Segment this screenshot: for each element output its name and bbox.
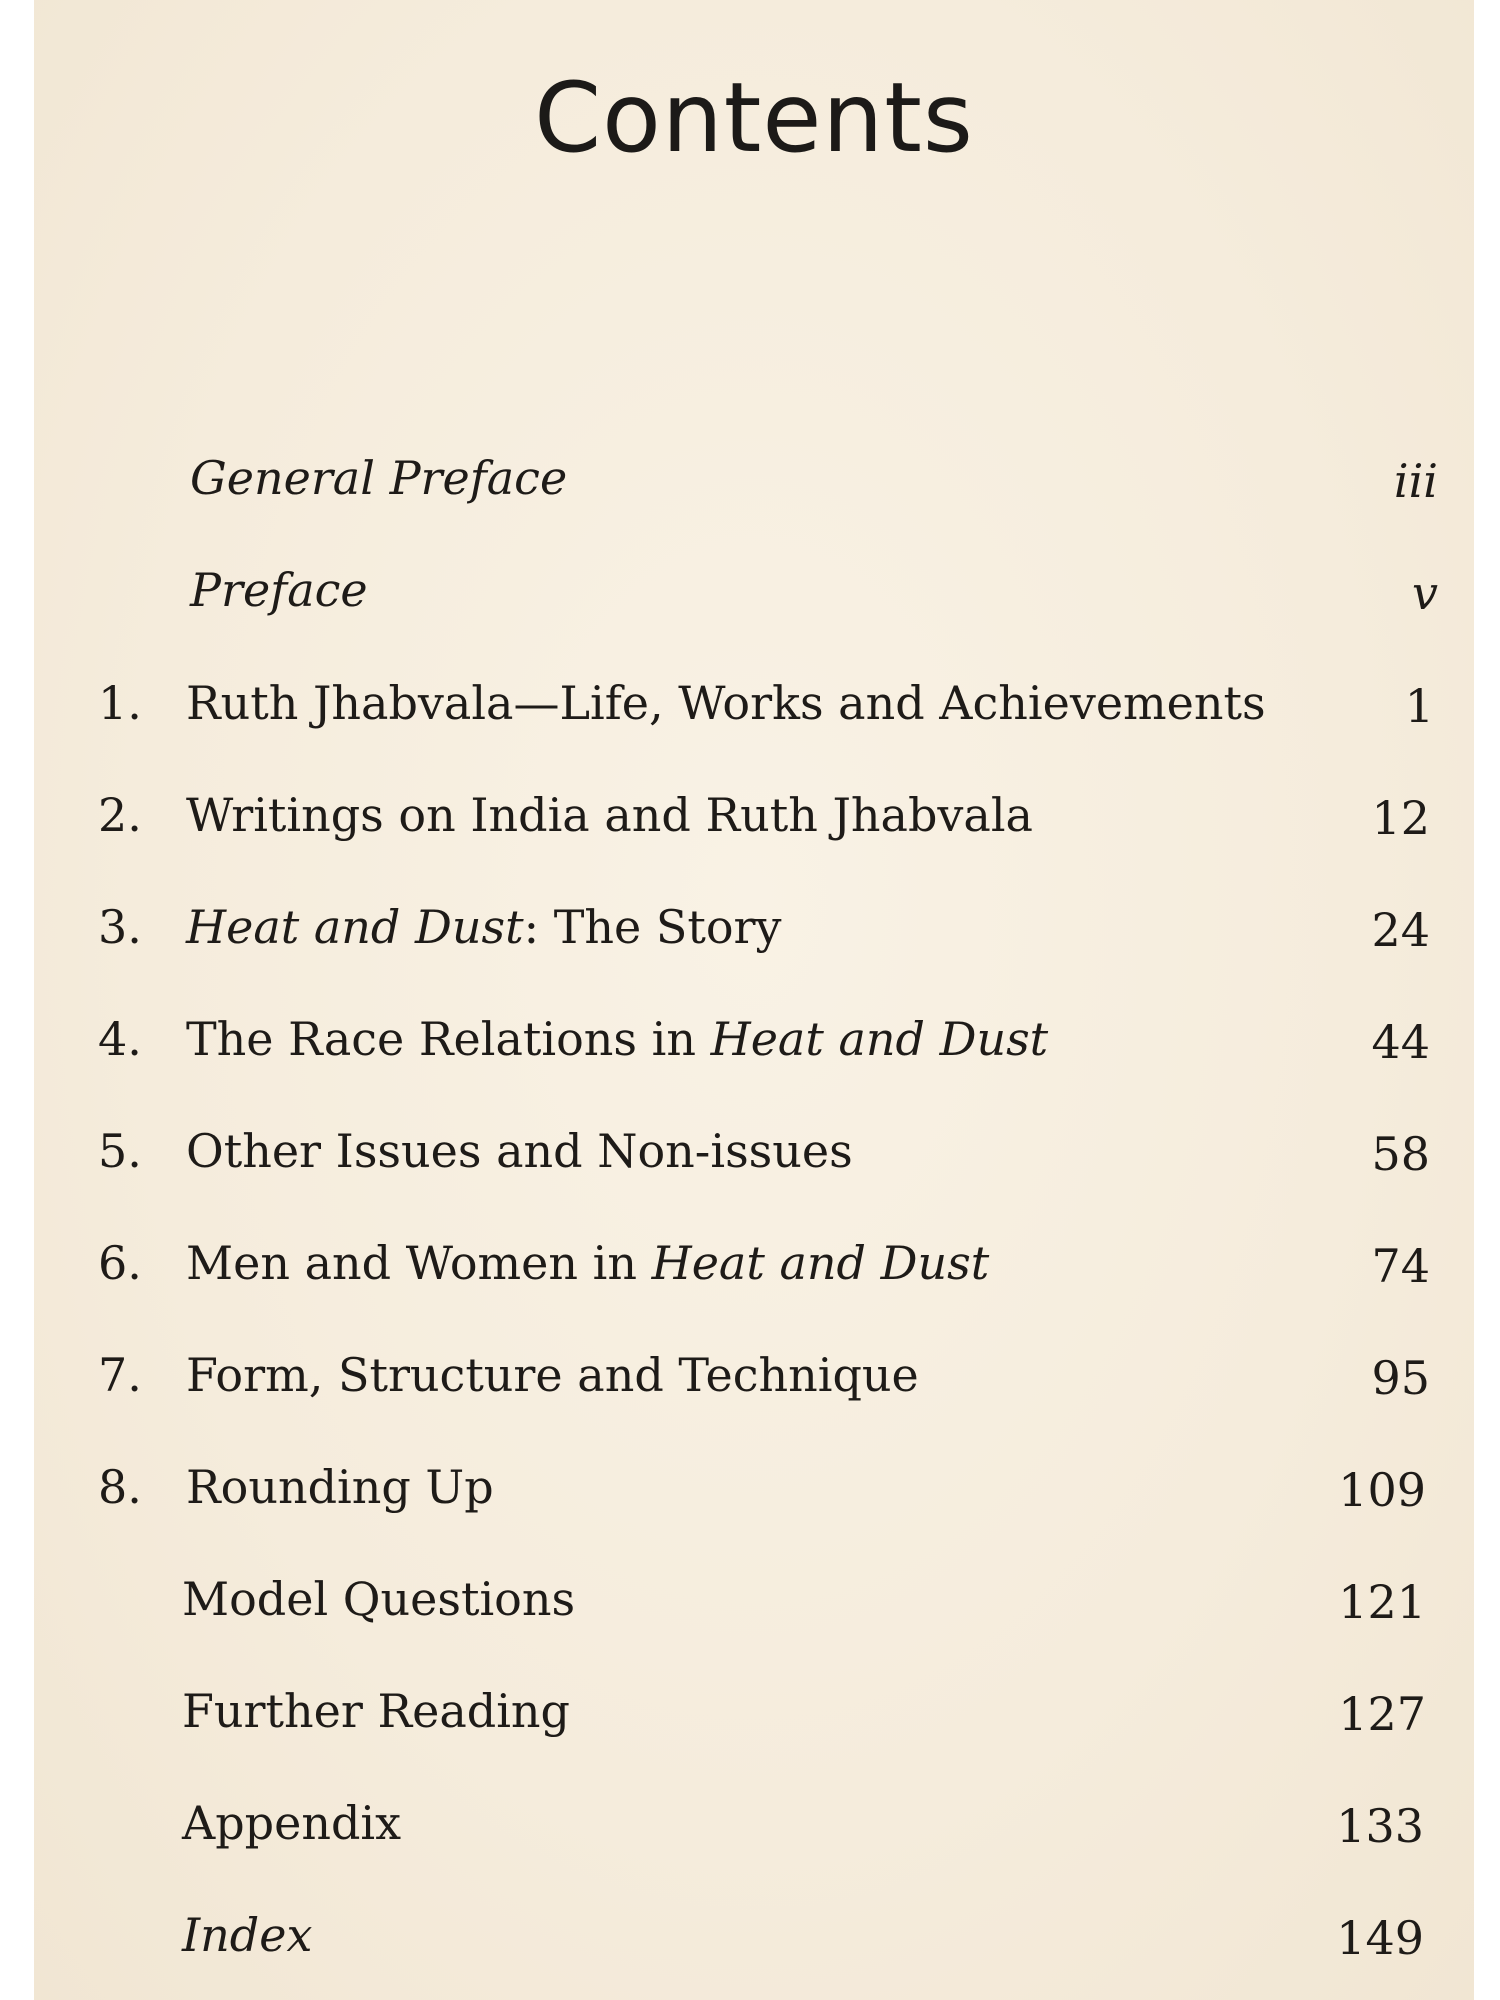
toc-entry-label: Preface <box>190 563 368 617</box>
toc-entry-number: 8. <box>98 1460 142 1514</box>
toc-entry-7 <box>98 1348 142 1402</box>
toc-entry-number: 2. <box>98 788 142 842</box>
toc-entry-label-italic: Heat and Dust <box>710 1012 1049 1066</box>
toc-page-number: 109 <box>1338 1463 1426 1517</box>
toc-entry-further-reading <box>182 1684 570 1738</box>
toc-entry-number: 5. <box>98 1124 142 1178</box>
toc-entry-number: 1. <box>98 676 142 730</box>
toc-entry-7-title <box>186 1348 919 1402</box>
toc-entry-label: Further Reading <box>182 1684 570 1738</box>
page-title: Contents <box>534 62 974 174</box>
toc-entry-3-title <box>186 900 782 954</box>
toc-entry-1-title <box>186 676 1266 730</box>
toc-entry-label: General Preface <box>190 451 568 505</box>
toc-entry-4-title <box>186 1012 1049 1066</box>
toc-entry-6-title <box>186 1236 990 1290</box>
toc-page-number: 133 <box>1336 1799 1424 1853</box>
toc-entry-index <box>182 1908 313 1962</box>
toc-entry-model-questions <box>182 1572 576 1626</box>
toc-entry-3 <box>98 900 142 954</box>
toc-entry-4 <box>98 1012 142 1066</box>
toc-entry-label: Form, Structure and Technique <box>186 1348 919 1402</box>
toc-entry-label: Rounding Up <box>186 1460 494 1514</box>
toc-entry-8-title <box>186 1460 494 1514</box>
toc-entry-label: Model Questions <box>182 1572 576 1626</box>
toc-page-number: 24 <box>1371 903 1430 957</box>
toc-entry-label-plain: Men and Women in <box>186 1236 652 1290</box>
book-page <box>34 0 1474 2000</box>
toc-entry-label: Other Issues and Non-issues <box>186 1124 853 1178</box>
toc-entry-2-title <box>186 788 1033 842</box>
toc-entry-5 <box>98 1124 142 1178</box>
toc-entry-label-italic: Heat and Dust <box>651 1236 990 1290</box>
toc-entry-general-preface <box>190 451 568 505</box>
toc-entry-8 <box>98 1460 142 1514</box>
toc-page-number: iii <box>1393 454 1438 508</box>
toc-entry-label-plain: The Race Relations in <box>186 1012 711 1066</box>
toc-entry-6 <box>98 1236 142 1290</box>
toc-entry-5-title <box>186 1124 853 1178</box>
toc-entry-preface <box>190 563 368 617</box>
toc-page-number: v <box>1412 566 1438 620</box>
toc-entry-number: 4. <box>98 1012 142 1066</box>
toc-entry-number: 6. <box>98 1236 142 1290</box>
toc-page-number: 95 <box>1371 1351 1430 1405</box>
table-of-contents <box>34 0 1474 2000</box>
toc-page-number: 1 <box>1404 679 1434 733</box>
toc-entry-number: 7. <box>98 1348 142 1402</box>
toc-page-number: 12 <box>1371 791 1430 845</box>
toc-page-number: 58 <box>1371 1127 1430 1181</box>
toc-entry-1 <box>98 676 142 730</box>
toc-entry-label: Appendix <box>182 1796 402 1850</box>
toc-entry-label-rest: : The Story <box>523 900 782 954</box>
toc-entry-2 <box>98 788 142 842</box>
toc-entry-label: Writings on India and Ruth Jhabvala <box>186 788 1033 842</box>
toc-page-number: 127 <box>1338 1687 1426 1741</box>
toc-entry-label: Index <box>182 1908 313 1962</box>
toc-entry-appendix <box>182 1796 402 1850</box>
toc-page-number: 121 <box>1338 1575 1426 1629</box>
toc-entry-number: 3. <box>98 900 142 954</box>
toc-entry-label: Ruth Jhabvala—Life, Works and Achievements <box>186 676 1266 730</box>
toc-page-number: 149 <box>1336 1911 1424 1965</box>
toc-page-number: 44 <box>1371 1015 1430 1069</box>
toc-entry-label-italic: Heat and Dust <box>186 900 524 954</box>
toc-page-number: 74 <box>1371 1239 1430 1293</box>
